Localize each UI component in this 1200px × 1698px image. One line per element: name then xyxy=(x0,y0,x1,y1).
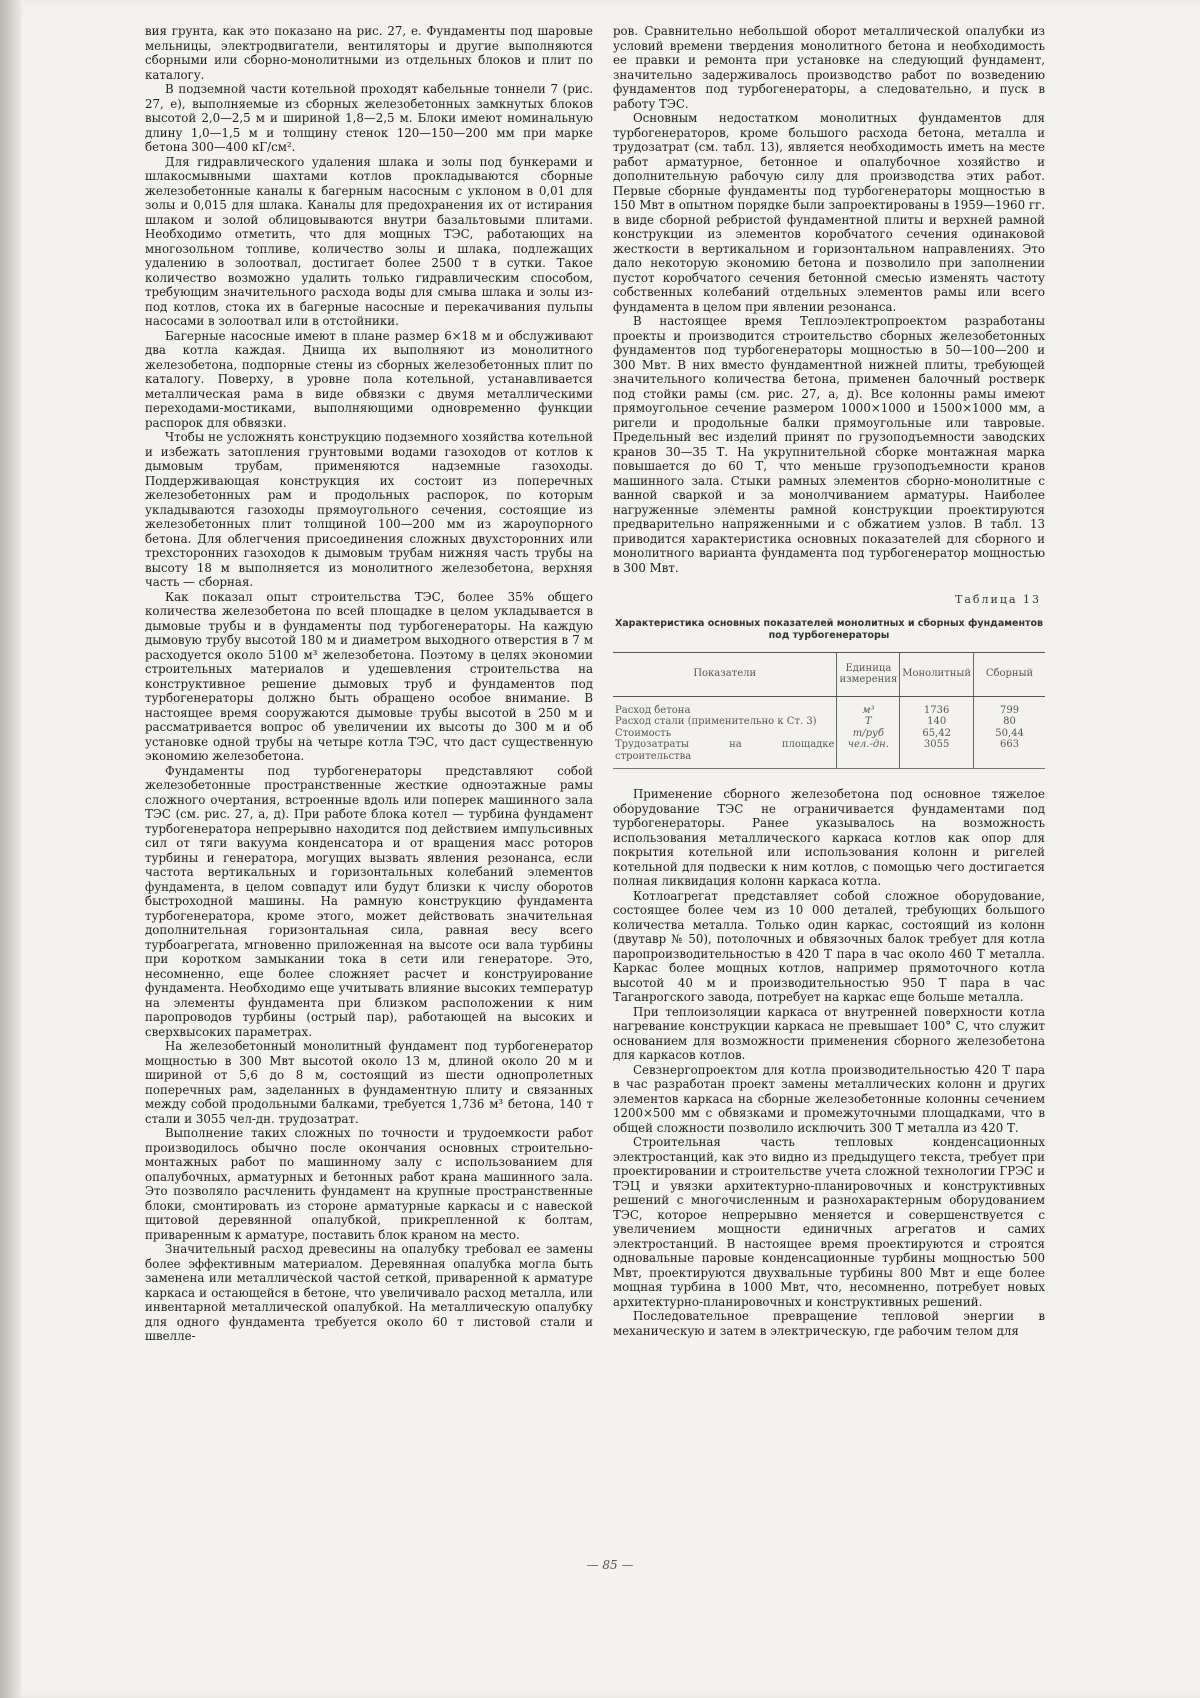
table-header-cell: Показатели xyxy=(613,652,837,696)
table-cell: 65,42 xyxy=(900,728,974,740)
table-cell: чел.-дн. xyxy=(837,739,900,769)
table-cell: 80 xyxy=(974,716,1045,728)
paragraph: Севзнергопроектом для котла производительностью 420 Т пара в час разработан проект замены металлических колонн и других элементов каркаса на сборные железобетонные колонны сечением 1200×500 мм с обвязками и промежуточными площадками, что в общей сложности позволило исключить 300 Т металла из 420 Т. xyxy=(613,1062,1045,1135)
table-cell: 663 xyxy=(974,739,1045,769)
paragraph: Фундаменты под турбогенераторы представляют собой железобетонные пространственные жесткие одноэтажные рамы сложного очертания, встроенные вдоль или поперек машинного зала ТЭС (см. рис. 27, а, д). При работе блока котел — турбина фундамент турбогенератора непрерывно находится под действием импульсивных сил от тяги вакуума конденсатора и от вращения масс роторов турбины и генератора, могущих вызвать явления резонанса, если частота вертикальных и горизонтальных колебаний элементов фундамента, в целом совпадут или будут близки к числу оборотов быстроходной машины. На рамную конструкцию фундамента турбогенератора, кроме этого, может действовать значительная дополнительная горизонтальная сила, равная весу всего турбоагрегата, мгновенно приложенная на высоте оси вала турбины при коротком замыкании тока в сети или генераторе. Это, несомненно, еще более сложняет расчет и конструирование фундамента. Необходимо еще учитывать влияние высоких температур на элементы фундамента при близком расположении к ним паропроводов турбины (острый пар), работающей на высоких и сверхвысоких параметрах. xyxy=(145,763,593,1039)
data-table xyxy=(613,652,1045,770)
page-number: — 85 — xyxy=(586,1558,634,1572)
table-header-cell: Единица измерения xyxy=(837,652,900,696)
paragraph: Основным недостатком монолитных фундаментов для турбогенераторов, кроме большого расхода бетона, металла и трудозатрат (см. табл. 13), является необходимость иметь на месте работ арматурное, бетонное и опалубочное хозяйство и дополнительную рабочую силу для производства этих работ. Первые сборные фундаменты под турбогенераторы мощностью в 150 Мвт в опытном порядке были запроектированы в 1959—1960 гг. в виде сборной ребристой фундаментной плиты и верхней рамной конструкции из элементов коробчатого сечения одинаковой жесткости в вертикальном и горизонтальном направлениях. Это дало некоторую экономию бетона и позволило при заполнении пустот коробчатого сечения бетонной смесью изменять частоту собственных колебаний отдельных элементов рамы или всего фундамента в целом при явлении резонанса. xyxy=(613,111,1045,314)
table-cell: Т xyxy=(837,716,900,728)
paragraph: Строительная часть тепловых конденсационных электростанций, как это видно из предыдущего текста, требует при проектировании и строительстве учета сложной технологии ГРЭС и ТЭЦ и увязки архитектурно-планировочных и конструктивных решений с многочисленным и разнохарактерным оборудованием ТЭС, которое непрерывно меняется и совершенствуется с увеличением мощности единичных агрегатов и самих электростанций. В настоящее время проектируются и строятся одновальные паровые конденсационные турбины мощностью 500 Мвт, проектируются двухвальные турбины 800 Мвт и еще более мощная турбина в 1000 Мвт, что, несомненно, потребует новых архитектурно-планировочных и конструктивных решений. xyxy=(613,1135,1045,1309)
paragraph: ров. Сравнительно небольшой оборот металлической опалубки из условий времени твердения монолитного бетона и необходимость ее правки и ремонта при установке на следующий фундамент, значительно задерживалось производство работ по возведению фундаментов под турбогенераторы, а следовательно, и пуск в работу ТЭС. xyxy=(613,24,1045,111)
table-row xyxy=(613,716,1045,728)
paragraph: При теплоизоляции каркаса от внутренней поверхности котла нагревание конструкции каркаса не превышает 100° С, что служит основанием для возможности применения сборного железобетона для каркасов котлов. xyxy=(613,1004,1045,1062)
paragraph: В настоящее время Теплоэлектропроектом разработаны проекты и производится строительство сборных железобетонных фундаментов под турбогенераторы мощностью в 50—100—200 и 300 Мвт. В них вместо фундаментной нижней плиты, требующей значительного количества бетона, применен балочный ростверк под стойки рамы (см. рис. 27, а, д). Все колонны рамы имеют прямоугольное сечение размером 1000×1000 и 1500×1000 мм, а ригели и продольные балки прямоугольные или тавровые. Предельный вес изделий принят по грузоподъемности заводских кранов 30—35 Т. На укрупнительной сборке монтажная марка повышается до 60 Т, что меньше грузоподъемности кранов машинного зала. Стыки рамных элементов сборно-монолитные с ванной сваркой и за монолчиванием арматуры. Наиболее нагруженные элементы рамной конструкции проектируются предварительно напряженными и с обжатием узлов. В табл. 13 приводится характеристика основных показателей для сборного и монолитного варианта фундамента под турбогенератор мощностью в 300 Мвт. xyxy=(613,314,1045,575)
paragraph: Котлоагрегат представляет собой сложное оборудование, состоящее более чем из 10 000 деталей, требующих большого количества металла. Только один каркас, состоящий из колонн (двутавр № 50), потолочных и обвязочных балок требует для котла паропроизводительностью в 420 Т пара в час около 460 Т металла. Каркас более мощных котлов, например прямоточного котла высотой 40 м и производительностью 950 Т пара в час Таганрогского завода, потребует на каркас еще больше металла. xyxy=(613,888,1045,1004)
paragraph: Применение сборного железобетона под основное тяжелое оборудование ТЭС не ограничивается фундаментами под турбогенераторы. Ранее указывалось на возможность использования металлического каркаса котлов как опор для покрытия котельной или использования колонн и ригелей котельной для подвески к ним котлов, с помощью чего достигается полная ликвидация колонн каркаса котла. xyxy=(613,787,1045,888)
table-row xyxy=(613,728,1045,740)
paragraph: Багерные насосные имеют в плане размер 6×18 м и обслуживают два котла каждая. Днища их выполняют из монолитного железобетона, подпорные стены из сборных железобетонных плит по каталогу. Поверху, в уровне пола котельной, устанавливается металлическая рама в виде обвязки с двумя металлическими переходами-мостиками, выполняющими одновременно функции распорок для обвязки. xyxy=(145,328,593,430)
paragraph: вия грунта, как это показано на рис. 27, е. Фундаменты под шаровые мельницы, электродвигатели, вентиляторы и другие выполняются сборными или сборно-монолитными из отдельных блоков и плит по каталогу. xyxy=(145,24,593,82)
binding-gutter xyxy=(0,0,22,1698)
paragraph: В подземной части котельной проходят кабельные тоннели 7 (рис. 27, е), выполняемые из сборных железобетонных замкнутых блоков высотой 2,0—2,5 м и шириной 1,8—2,5 м. Блоки имеют номинальную длину 1,0—1,5 м и толщину стенок 120—150—200 мм при марке бетона 300—400 кГ/см². xyxy=(145,82,593,154)
table-cell: 50,44 xyxy=(974,728,1045,740)
table-label: Таблица 13 xyxy=(955,593,1041,606)
table-header-cell: Сборный xyxy=(974,652,1045,696)
table-title: Характеристика основных показателей монолитных и сборных фундаментов под турбогенераторы xyxy=(614,617,1044,641)
paragraph: На железобетонный монолитный фундамент под турбогенератор мощностью в 300 Мвт высотой около 13 м, длиной около 20 м и шириной от 5,6 до 8 м, состоящий из шести однопролетных поперечных рам, заделанных в фундаментную плиту и связанных между собой продольными балками, требуется 1,736 м³ бетона, 140 т стали и 3055 чел-дн. трудозатрат. xyxy=(145,1039,593,1126)
table-header-row xyxy=(613,652,1045,696)
table-cell: Расход бетона xyxy=(615,704,691,716)
table-row xyxy=(613,739,1045,769)
table-cell: т/руб xyxy=(837,728,900,740)
table-cell: 799 xyxy=(974,696,1045,716)
table-cell: 140 xyxy=(900,716,974,728)
paragraph: Последовательное превращение тепловой энергии в механическую и затем в электрическую, где рабочим телом для xyxy=(613,1309,1045,1338)
table-cell: 3055 xyxy=(900,739,974,769)
table-row xyxy=(613,696,1045,716)
paragraph: Для гидравлического удаления шлака и золы под бункерами и шлакосмывными шахтами котлов прокладываются сборные железобетонные каналы к багерным насосным с уклоном в 0,01 для золы и 0,015 для шлака. Каналы для предохранения их от истирания шлаком и золой облицовываются внутри базальтовыми плитами. Необходимо отметить, что для мощных ТЭС, работающих на многозольном топливе, количество золы и шлака, подлежащих удалению в золоотвал, достигает более 2500 т в сутки. Такое количество возможно удалить только гидравлическим способом, требующим значительного расхода воды для смыва шлака и золы из-под котлов, стока их в багерные насосные и перекачивания пульпы насосами в золоотвал или в отстойники. xyxy=(145,154,593,328)
right-column xyxy=(613,24,1045,1338)
table-cell: м³ xyxy=(837,696,900,716)
left-column xyxy=(145,24,593,1344)
paragraph: Чтобы не усложнять конструкцию подземного хозяйства котельной и избежать затопления грунтовыми водами газоходов от котлов к дымовым трубам, применяются надземные газоходы. Поддерживающая конструкция их состоит из поперечных железобетонных рам и продольных распорок, по которым укладываются газоходы прямоугольного сечения, состоящие из железобетонных плит толщиной 100—200 мм из жароупорного бетона. Для облегчения присоединения сложных двухсторонних или трехсторонних газоходов к дымовым трубам нижняя часть трубы на высоту 18 м выполняется из монолитного железобетона, верхняя часть — сборная. xyxy=(145,430,593,589)
table-cell: 1736 xyxy=(900,696,974,716)
table-cell: Стоимость xyxy=(615,727,672,739)
table-cell: Расход стали (применительно к Ст. 3) xyxy=(615,716,817,727)
paragraph: Выполнение таких сложных по точности и трудоемкости работ производилось обычно после окончания основных строительно-монтажных работ по машинному залу с использованием для опалубочных, арматурных и бетонных работ крана машинного зала. Это позволяло расчленить фундамент на крупные пространственные блоки, смонтировать из стороне арматурные каркасы и с навеской щитовой деревянной опалубкой, прикрепленной к болтам, приваренным к арматуре, поставить блок краном на место. xyxy=(145,1126,593,1242)
paragraph: Как показал опыт строительства ТЭС, более 35% общего количества железобетона по всей площадке в целом укладывается в дымовые трубы и в фундаменты под турбогенераторы. На каждую дымовую трубу высотой 180 м и диаметром выходного отверстия в 7 м расходуется около 5100 м³ железобетона. Поэтому в целях экономии строительных материалов и удешевления строительства на конструктивное решение дымовых труб и фундаментов под турбогенераторы должно быть обращено особое внимание. В настоящее время сооружаются дымовые трубы высотой в 250 м и рассматривается вопрос об увеличении их высоты до 300 м и об установке одной трубы на четыре котла ТЭС, что даст существенную экономию железобетона. xyxy=(145,589,593,763)
table-header-cell: Монолитный xyxy=(900,652,974,696)
paragraph: Значительный расход древесины на опалубку требовал ее замены более эффективным материалом. Деревянная опалубка могла быть заменена или металлической частой сеткой, приваренной к арматуре каркаса и остающейся в бетоне, что увеличивало расход металла, или инвентарной металлической опалубкой. На металлическую опалубку для одного фундамента требуется около 60 т листовой стали и швелле- xyxy=(145,1242,593,1343)
table-cell: Трудозатраты на площадке строительства xyxy=(613,739,837,769)
